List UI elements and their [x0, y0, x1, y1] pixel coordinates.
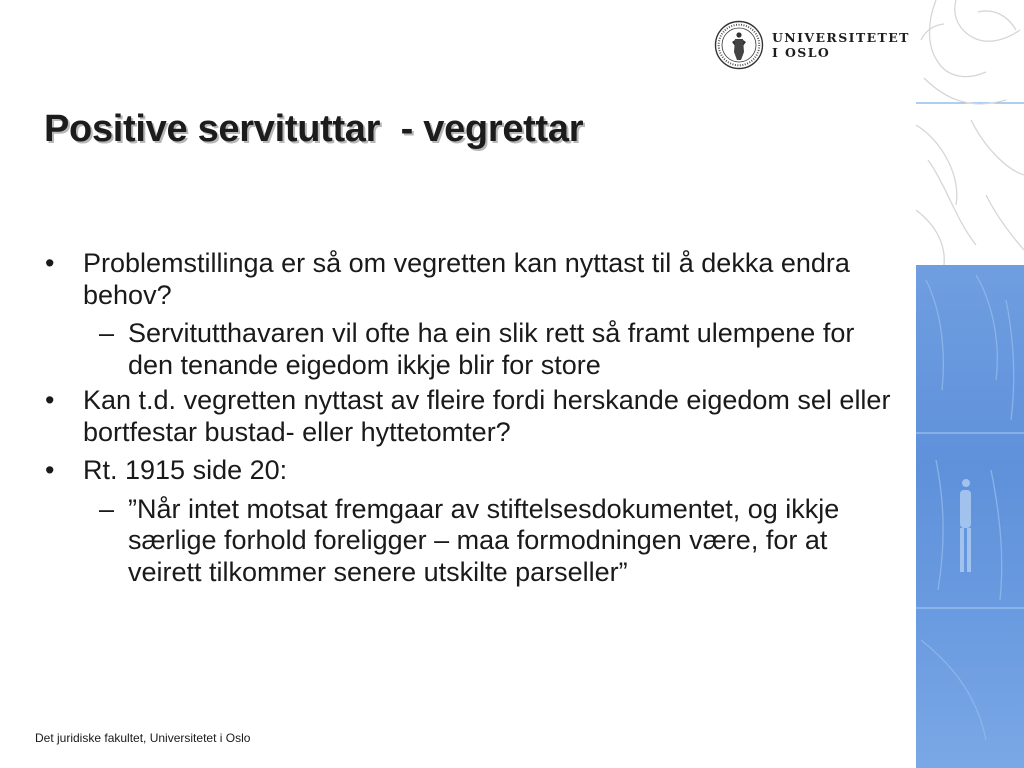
- apollo-illustration-icon: [916, 0, 1024, 768]
- bullet-text: Problemstillinga er så om vegretten kan nyttast til å dekka endra behov?: [83, 248, 850, 310]
- bullet-item: [44, 248, 904, 311]
- university-logo: [714, 20, 910, 72]
- sub-bullet-text: Servitutthavaren vil ofte ha ein slik rett så framt ulempene for den tenande eigedom ikkje blir for store: [128, 318, 855, 380]
- sub-bullet-text: ”Når intet motsat fremgaar av stiftelsesdokumentet, og ikkje særlige forhold foreligger – maa formodningen være, for at veirett tilkommer senere utskilte parseller”: [128, 493, 840, 587]
- bullet-item: [44, 455, 904, 487]
- university-wordmark: [772, 30, 910, 60]
- wordmark-line1: UNIVERSITETET: [772, 30, 910, 45]
- bullet-text: Kan t.d. vegretten nyttast av fleire fordi herskande eigedom sel eller bortfestar bustad- eller hyttetomter?: [83, 385, 891, 447]
- bullet-text: Rt. 1915 side 20:: [83, 455, 288, 485]
- bullet-item: [44, 385, 904, 448]
- bullet-marker: •: [45, 248, 55, 278]
- slide-title: Positive servituttar - vegrettar: [44, 108, 584, 150]
- slide-content: [44, 248, 904, 592]
- slide-footer: Det juridiske fakultet, Universitetet i Oslo: [35, 731, 251, 745]
- decorative-side-band: [916, 0, 1024, 768]
- sub-bullet-item: [44, 318, 904, 381]
- sub-bullet-marker: –: [99, 493, 115, 524]
- bullet-marker: •: [45, 385, 55, 415]
- wordmark-line2: I OSLO: [772, 45, 831, 60]
- university-seal-icon: [714, 20, 764, 70]
- bullet-marker: •: [45, 455, 55, 485]
- sub-bullet-item: [44, 494, 904, 589]
- sub-bullet-marker: –: [99, 318, 115, 348]
